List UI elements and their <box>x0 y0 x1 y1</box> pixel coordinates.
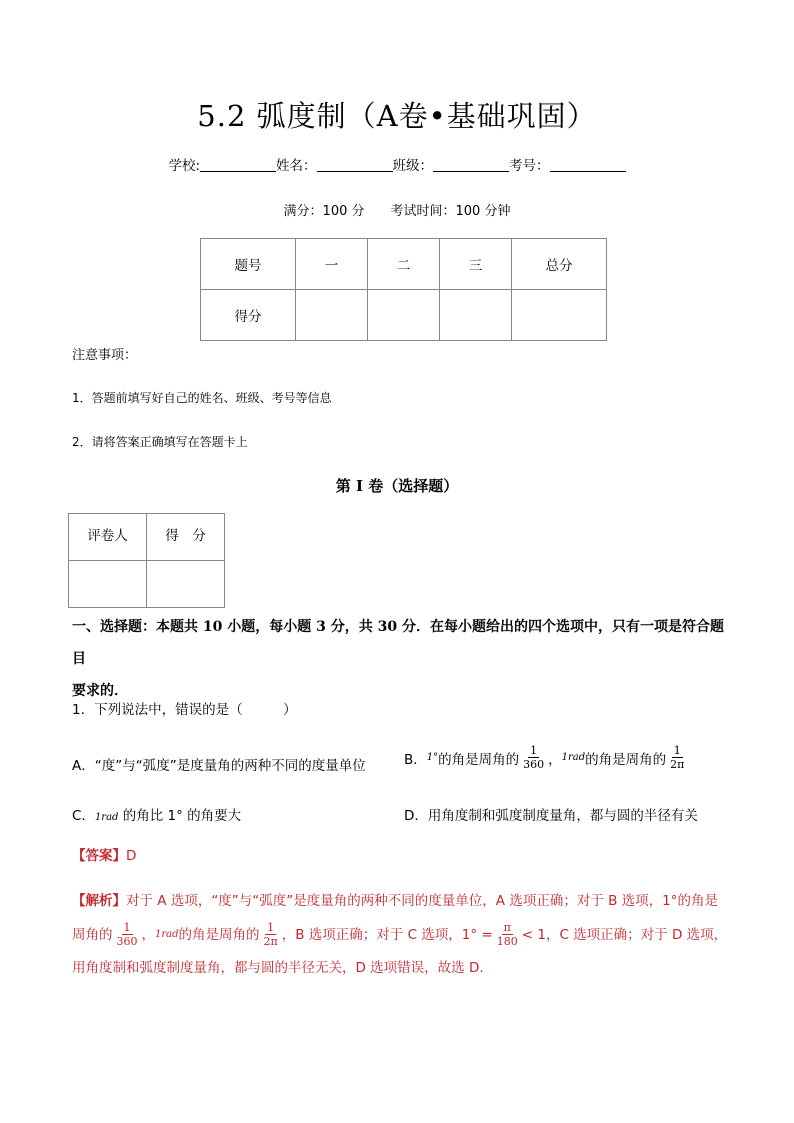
answer-label: 【答案】 <box>72 848 126 864</box>
note-item: 1．答题前填写好自己的姓名、班级、考号等信息 <box>72 391 332 405</box>
score-cell[interactable] <box>440 290 512 341</box>
part1-line: 一、选择题：本题共 10 小题，每小题 3 分，共 30 分．在每小题给出的四个选项中，只有一项是符合题目 <box>72 619 724 667</box>
grade-label: 得 分 <box>147 514 225 561</box>
full-score: 满分：100 分 <box>283 204 365 219</box>
school-blank[interactable] <box>200 157 276 172</box>
fraction: $\frac{1}{360}$ <box>116 921 138 948</box>
option-c-prefix: C． <box>72 808 95 824</box>
score-row-label: 得分 <box>201 290 296 341</box>
score-cell[interactable] <box>512 290 607 341</box>
option-c-text: 的角比 1° 的角要大 <box>118 808 242 824</box>
class-blank[interactable] <box>433 157 509 172</box>
answer-line <box>72 838 136 874</box>
analysis-line: 对于 A 选项，“度”与“弧度”是度量角的两种不同的度量单位，A 选项正确；对于 B 选项，1°的角是 <box>126 893 719 909</box>
page-title: 5.2 弧度制（A卷•基础巩固） <box>197 99 597 133</box>
fraction: $\frac{\pi}{180}$ <box>496 921 518 948</box>
score-table <box>200 238 607 341</box>
score-header-cell: 题号 <box>201 239 296 290</box>
score-header-cell: 二 <box>368 239 440 290</box>
one-rad: 1rad <box>561 752 586 763</box>
name-blank[interactable] <box>317 157 393 172</box>
one-rad: 1rad <box>155 928 179 940</box>
part1-instructions <box>72 611 732 707</box>
exam-no-blank[interactable] <box>550 157 626 172</box>
note-item: 2．请将答案正确填写在答题卡上 <box>72 435 248 449</box>
score-row <box>201 290 607 341</box>
fraction: $\frac{1}{360}$ <box>523 744 545 771</box>
class-label: 班级： <box>392 158 434 174</box>
analysis-line: 周角的 $\frac{1}{360}$ ， 1rad 的角是周角的 $\frac{1}{2\pi}$ ，B 选项正确；对于 C 选项，1° = $\frac{\pi}{180}$ < 1，C 选项正确；对于 D 选项， <box>72 921 728 948</box>
answer-value: D <box>126 848 137 864</box>
score-header-row <box>201 239 607 290</box>
analysis-label: 【解析】 <box>72 893 126 909</box>
score-cell[interactable] <box>368 290 440 341</box>
analysis-line: 用角度制和弧度制度量角，都与圆的半径无关，D 选项错误，故选 D. <box>72 960 484 976</box>
one-rad: 1rad <box>94 812 119 823</box>
option-c[interactable] <box>72 804 241 824</box>
option-d[interactable]: D．用角度制和弧度制度量角，都与圆的半径有关 <box>404 808 698 824</box>
exam-meta <box>0 200 794 219</box>
score-header-cell: 一 <box>296 239 368 290</box>
option-b[interactable] <box>404 744 688 771</box>
fraction: $\frac{1}{2\pi}$ <box>670 744 685 771</box>
exam-no-label: 考号： <box>509 158 550 174</box>
option-b-text: 的角是周角的 <box>438 751 520 768</box>
score-cell[interactable] <box>296 290 368 341</box>
option-b-prefix: B． <box>404 751 427 768</box>
analysis-block <box>72 883 732 986</box>
option-b-text: 的角是周角的 <box>585 751 667 768</box>
section-title: 第 I 卷（选择题） <box>335 477 459 495</box>
exam-time: 考试时间：100 分钟 <box>390 204 511 219</box>
grader-table <box>68 513 225 608</box>
grade-cell[interactable] <box>147 561 225 608</box>
question-stem: 1．下列说法中，错误的是（ ） <box>72 702 297 718</box>
grader-cell[interactable] <box>69 561 147 608</box>
score-header-cell: 三 <box>440 239 512 290</box>
part1-line: 要求的． <box>72 683 128 699</box>
fraction: $\frac{1}{2\pi}$ <box>263 921 278 948</box>
school-label: 学校: <box>168 158 201 174</box>
one-degree: 1° <box>426 752 439 763</box>
name-label: 姓名： <box>276 158 317 174</box>
score-header-cell: 总分 <box>512 239 607 290</box>
notes-heading: 注意事项： <box>72 348 138 363</box>
student-info-line <box>0 154 794 174</box>
option-a[interactable]: A．“度”与“弧度”是度量角的两种不同的度量单位 <box>72 758 366 774</box>
comma: ， <box>548 751 562 768</box>
grader-label: 评卷人 <box>69 514 147 561</box>
